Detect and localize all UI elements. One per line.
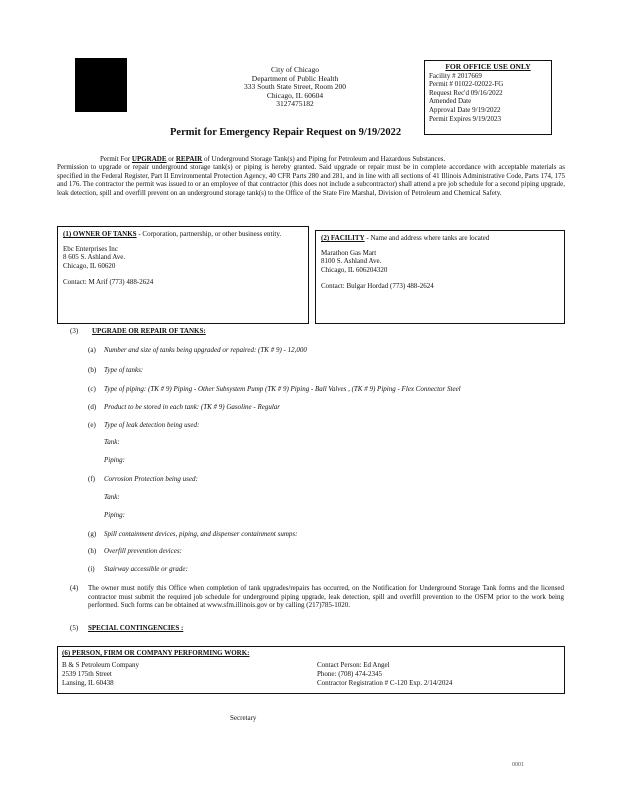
contractor-box xyxy=(57,646,565,694)
item-a-text: Number and size of tanks being upgraded or repaired: (TK # 9) - 12,000 xyxy=(104,346,307,354)
facility-contact: Contact: Bulgar Hordad (773) 488-2624 xyxy=(321,282,434,291)
contractor-company: B & S Petroleum Company xyxy=(62,661,139,669)
section-5-heading: SPECIAL CONTINGENCIES : xyxy=(88,624,184,632)
item-e-text: Type of leak detection being used: xyxy=(104,421,200,429)
subtitle-prefix: Permit For xyxy=(100,155,131,163)
contractor-city: Lansing, IL 60438 xyxy=(62,679,114,687)
owner-contact: Contact: M Arif (773) 488-2624 xyxy=(63,278,154,287)
item-d-text: Product to be stored in each tank: (TK # 9) Gasoline - Regular xyxy=(104,403,281,411)
facility-address-2: Chicago, IL 606204320 xyxy=(321,265,388,274)
contractor-street: 2539 175th Street xyxy=(62,670,112,678)
header-line-4: Chicago, IL 60604 xyxy=(266,90,324,100)
header-line-5: 3127475182 xyxy=(276,99,314,108)
item-f-piping: Piping: xyxy=(104,511,125,519)
item-e-tank: Tank: xyxy=(104,438,120,446)
facility-address-1: 8100 S. Ashland Ave. xyxy=(321,257,382,266)
contractor-registration: Contractor Registration # C-120 Exp. 2/14/2024 xyxy=(317,679,453,687)
header-line-2: Department of Public Health xyxy=(251,73,339,83)
permit-title: Permit for Emergency Repair Request on 9/19/2022 xyxy=(170,127,402,138)
header-line-3: 333 South State Street, Room 200 xyxy=(243,82,347,91)
office-use-title: FOR OFFICE USE ONLY xyxy=(445,62,531,71)
subtitle-upgrade: UPGRADE xyxy=(131,155,167,163)
subtitle-or: or xyxy=(168,155,175,163)
owner-address-2: Chicago, IL 60620 xyxy=(63,261,116,270)
item-letter: (d) xyxy=(88,403,97,411)
item-letter: (i) xyxy=(88,565,95,573)
item-letter: (a) xyxy=(88,346,96,354)
office-line: Facility # 2017669 xyxy=(429,71,482,80)
city-seal-logo xyxy=(75,58,127,112)
item-letter: (h) xyxy=(88,547,97,555)
section-4-text: The owner must notify this Office when completion of tank upgrades/repairs has occurred, on the Notification for Underground Storage Tank forms and the licensed contractor must submit the required job schedule for underground piping upgrade, leak detection, spill and overfill prevention to the OSFM prior to the work being performed. Such forms can be obtained at www.sfm.illinois.gov or by calling (217)785-1020. xyxy=(88,584,564,609)
item-e-piping: Piping: xyxy=(104,456,125,464)
owner-desc: - Corporation, partnership, or other business entity. xyxy=(136,230,282,238)
item-letter: (f) xyxy=(88,475,95,483)
item-i-text: Stairway accessible or grade: xyxy=(104,565,188,573)
agency-header xyxy=(210,66,380,109)
office-use-box xyxy=(424,60,552,135)
permit-subtitle xyxy=(100,155,445,163)
item-letter: (b) xyxy=(88,366,97,374)
facility-box xyxy=(315,230,565,324)
office-line: Amended Date xyxy=(429,97,472,106)
item-f-text: Corrosion Protection being used: xyxy=(104,475,198,483)
owner-name: Ebc Enterprises Inc xyxy=(63,244,118,253)
office-line: Permit Expires 9/19/2023 xyxy=(429,114,501,123)
contractor-contact: Contact Person: Ed Angel xyxy=(317,661,390,669)
facility-desc: - Name and address where tanks are located xyxy=(364,234,490,242)
item-f-tank: Tank: xyxy=(104,493,120,501)
item-letter: (e) xyxy=(88,421,96,429)
item-b-text: Type of tanks: xyxy=(104,366,144,374)
office-line: Request Rec'd 09/16/2022 xyxy=(429,88,503,97)
item-h-text: Overfill prevention devices: xyxy=(104,547,182,555)
header-line-1: City of Chicago xyxy=(271,65,319,74)
item-g-text: Spill containment devices, piping, and dispenser containment sumps: xyxy=(104,530,298,538)
subtitle-rest: of Underground Storage Tank(s) and Piping for Petroleum and Hazardous Substances. xyxy=(203,155,446,163)
item-letter: (c) xyxy=(88,385,96,393)
page-footer: 0001 xyxy=(512,762,524,768)
office-line: Permit # 01022-02022-FG xyxy=(429,80,504,89)
section-5-number: (5) xyxy=(70,624,79,632)
section-3-number: (3) xyxy=(70,327,79,335)
office-line: Approval Date 9/19/2022 xyxy=(429,105,501,114)
permission-paragraph: Permission to upgrade or repair underground storage tank(s) or piping is hereby granted. Said upgrade or repair must be in complete accordance with acceptable materials as specified in the Federal Register, Part II Environmental Protection Agency, 40 CFR Parts 280 and 281, and in line with all sections of 41 Illinois Administrative Code, Parts 174, 175 and 176. The contractor the permit was issued to or an employee of that contractor (this does not include a subcontractor) shall attend a pre job schedule for a second piping upgrade, leak detection, spill and overfill prevent on an underground storage tank(s) to the Office of the State Fire Marshal, Division of Petroleum and Chemical Safety. xyxy=(57,163,565,198)
facility-name: Marathon Gas Mart xyxy=(321,248,377,257)
contractor-phone: Phone: (708) 474-2345 xyxy=(317,670,382,678)
contractor-label: (6) PERSON, FIRM OR COMPANY PERFORMING WORK: xyxy=(62,649,250,657)
signature-line: Secretary xyxy=(230,714,257,722)
owner-label: (1) OWNER OF TANKS xyxy=(63,230,137,238)
owner-address-1: 8 605 S. Ashland Ave. xyxy=(63,253,126,262)
section-3-heading: UPGRADE OR REPAIR OF TANKS: xyxy=(92,327,206,335)
section-4-number: (4) xyxy=(70,584,79,592)
owner-box xyxy=(57,226,309,324)
facility-label: (2) FACILITY xyxy=(321,234,365,242)
item-letter: (g) xyxy=(88,530,97,538)
subtitle-repair: REPAIR xyxy=(175,155,203,163)
item-c-text: Type of piping: (TK # 9) Piping - Other Subsystem Pump (TK # 9) Piping - Ball Valves , (TK # 9) Piping - Flex Connector Steel xyxy=(104,385,461,393)
